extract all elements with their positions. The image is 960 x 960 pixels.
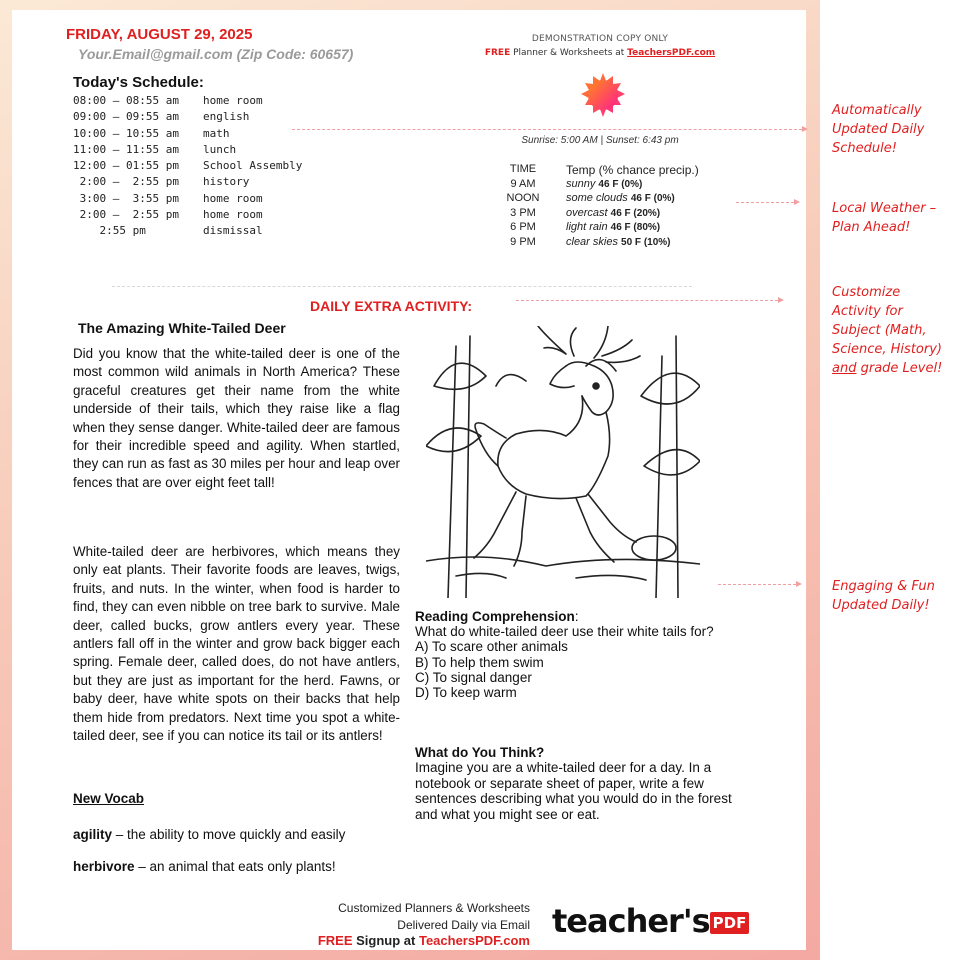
sunrise-sunset: Sunrise: 5:00 AM | Sunset: 6:43 pm <box>521 135 679 146</box>
reading-comprehension <box>415 609 745 700</box>
callout-line <box>832 359 956 378</box>
callout-line: Science, History) <box>832 342 942 357</box>
callout-schedule <box>832 101 956 158</box>
callout-line: Subject (Math, <box>832 323 927 338</box>
promo-link[interactable]: TeachersPDF.com <box>627 48 716 58</box>
callout-and: and <box>832 361 857 376</box>
reading-option: C) To signal danger <box>415 669 532 685</box>
callout-arrow-activity <box>516 300 778 301</box>
schedule-time: 10:00 – 10:55 am <box>73 126 179 140</box>
callout-line: Schedule! <box>832 141 897 156</box>
callout-line: Engaging & Fun <box>832 579 935 594</box>
vocab-word: agility <box>73 827 113 842</box>
weather-col-temp: Temp (% chance precip.) <box>566 163 699 177</box>
schedule-time: 11:00 – 11:55 am <box>73 142 179 156</box>
callout-line: Automatically <box>832 103 922 118</box>
vocab-definition: – an animal that eats only plants! <box>134 859 336 874</box>
article-paragraph-2: White-tailed deer are herbivores, which means they only eat plants. Their favorite foods are leaves, twigs, fruits, and nuts. In the winter, when food is harder to find, they can even nibble on tree bark to survive. Male deer, called bucks, grow antlers every year. These antlers fall off in the winter and grow back bigger each spring. Female deer, called does, do not have antlers, but they are just as important for the herd. Fawns, or baby deer, have white spots on their backs that help them hide from predators. Next time you spot a white-tailed deer, see if you can notice its tail or its antlers! <box>73 544 400 744</box>
weather-time: 3 PM <box>510 206 536 219</box>
article-paragraph-1: Did you know that the white-tailed deer is one of the most common wild animals in North America? These graceful creatures get their name from the white underside of their tails, which they raise like a flag when they sense danger. White-tailed deer are famous for their incredible speed and agility. When startled, they can run as fast as 30 miles per hour and leap over fences that are over eight feet tall! <box>73 346 400 490</box>
promo-text: Planner & Worksheets at <box>510 48 628 58</box>
weather-condition: clear skies <box>566 235 618 248</box>
footer-signup-link[interactable]: TeachersPDF.com <box>418 933 530 948</box>
schedule-time: 2:00 – 2:55 pm <box>73 175 179 189</box>
weather-reading: 46 F (0%) <box>630 193 675 204</box>
schedule-activity: english <box>203 110 250 124</box>
think-title: What do You Think? <box>415 745 545 760</box>
footer-free: FREE <box>317 933 353 948</box>
callout-weather <box>832 199 956 237</box>
sun-weather-icon <box>580 72 626 118</box>
footer-signup: Signup at <box>352 933 419 948</box>
weather-reading: 46 F (20%) <box>610 207 661 219</box>
promo-line <box>470 48 730 58</box>
weather-condition: some clouds <box>566 192 628 204</box>
reading-option: D) To keep warm <box>415 685 517 701</box>
logo-text: teacher's <box>552 902 710 940</box>
email-zip-line: Your.Email@gmail.com (Zip Code: 60657) <box>78 46 354 62</box>
callout-arrow-schedule <box>292 129 802 130</box>
callout-line: Local Weather – <box>832 201 937 216</box>
promo-free: FREE <box>484 48 511 58</box>
weather-condition: sunny <box>566 177 596 190</box>
article-title: The Amazing White-Tailed Deer <box>78 320 286 336</box>
daily-activity-heading: DAILY EXTRA ACTIVITY: <box>310 298 473 314</box>
schedule-activity: dismissal <box>203 224 263 238</box>
schedule-activity: home room <box>203 94 263 107</box>
schedule-activity: School Assembly <box>203 159 303 173</box>
weather-condition: light rain <box>566 221 608 233</box>
weather-time: 9 PM <box>510 235 536 248</box>
schedule-time: 12:00 – 01:55 pm <box>73 159 179 173</box>
schedule-time: 09:00 – 09:55 am <box>73 110 179 124</box>
reading-question: What do white-tailed deer use their white tails for? <box>415 624 714 640</box>
schedule-time: 08:00 – 08:55 am <box>73 94 179 107</box>
callout-tail: grade Level! <box>856 361 943 376</box>
callout-line: Customize <box>832 285 901 300</box>
callout-engaging <box>832 577 956 615</box>
schedule-time: 2:00 – 2:55 pm <box>73 208 179 222</box>
weather-col-time: TIME <box>509 163 537 175</box>
what-do-you-think <box>415 745 745 822</box>
callout-line: Activity for <box>832 304 903 319</box>
schedule-activity: home room <box>203 208 263 222</box>
date-heading: FRIDAY, AUGUST 29, 2025 <box>66 26 253 43</box>
weather-time: 6 PM <box>510 221 536 233</box>
weather-condition: overcast <box>566 206 608 219</box>
demo-notice: DEMONSTRATION COPY ONLY <box>531 34 669 44</box>
weather-reading: 50 F (10%) <box>621 236 671 248</box>
weather-time: 9 AM <box>510 177 536 190</box>
deer-coloring-illustration <box>426 326 700 598</box>
footer-line-2: Delivered Daily via Email <box>397 917 530 932</box>
schedule-title: Today's Schedule: <box>73 74 204 91</box>
schedule-time: 2:55 pm <box>73 224 146 238</box>
reading-option: B) To help them swim <box>415 654 544 670</box>
vocab-title: New Vocab <box>73 791 145 806</box>
callout-arrow-weather <box>736 202 794 203</box>
vocab-item <box>73 827 345 842</box>
schedule-activity: math <box>203 126 230 140</box>
weather-reading: 46 F (80%) <box>610 222 661 233</box>
reading-colon: : <box>574 609 579 624</box>
think-prompt: Imagine you are a white-tailed deer for a day. In a notebook or separate sheet of paper, write a few sentences describing what you would do in the forest and what you might see or eat. <box>415 760 732 822</box>
reading-option: A) To scare other animals <box>415 639 568 655</box>
footer-line-1: Customized Planners & Worksheets <box>338 901 530 915</box>
schedule-activity: history <box>203 175 250 189</box>
schedule-activity: lunch <box>203 142 237 156</box>
logo-pdf-badge: PDF <box>710 912 750 934</box>
vocab-word: herbivore <box>73 859 135 874</box>
schedule-activity: home room <box>203 191 263 205</box>
vocab-item <box>73 859 336 874</box>
schedule-time: 3:00 – 3:55 pm <box>73 191 179 205</box>
weather-reading: 46 F (0%) <box>598 178 643 190</box>
reading-title: Reading Comprehension <box>415 609 575 624</box>
section-divider <box>112 286 692 287</box>
callout-arrow-engaging <box>718 584 796 585</box>
callout-customize <box>832 283 956 378</box>
vocab-definition: – the ability to move quickly and easily <box>112 827 346 842</box>
footer-promo <box>270 900 530 950</box>
callout-line: Plan Ahead! <box>832 220 911 235</box>
weather-time: NOON <box>506 192 540 204</box>
callout-line: Updated Daily! <box>832 598 930 613</box>
teacherspdf-logo <box>552 902 749 940</box>
callout-line: Updated Daily <box>832 122 925 137</box>
